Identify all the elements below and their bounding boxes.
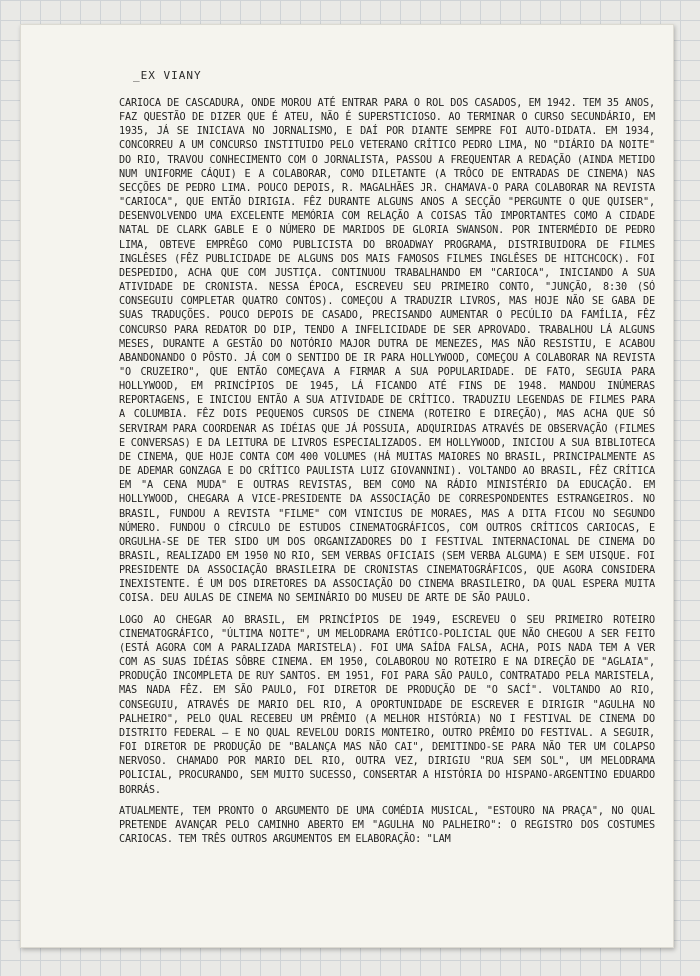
typed-body [119, 97, 655, 854]
page-heading: _EX VIANY [133, 69, 202, 82]
typed-page [20, 24, 674, 948]
paragraph-films: LOGO AO CHEGAR AO BRASIL, EM PRINCÍPIOS DE 1949, ESCREVEU O SEU PRIMEIRO ROTEIRO CINEMATOGRÁFICO, "ÚLTIMA NOITE", UM MELODRAMA ERÓTICO-POLICIAL QUE NÃO CHEGOU A SER FEITO (ESTÁ AGORA COM A PARALIZADA MARISTELA). FOI UMA SAÍDA FALSA, ACHA, POIS NADA TEM A VER COM AS SUAS IDÉIAS SÔBRE CINEMA. EM 1950, COLABOROU NO ROTEIRO E NA DIREÇÃO DE "AGLAIA", PRODUÇÃO INCOMPLETA DE RUY SANTOS. EM 1951, FOI PARA SÃO PAULO, CONTRATADO PELA MARISTELA, MAS NADA FÊZ. EM SÃO PAULO, FOI DIRETOR DE PRODUÇÃO DE "O SACÍ". VOLTANDO AO RIO, CONSEGUIU, ATRAVÉS DE MARIO DEL RIO, A OPORTUNIDADE DE ESCREVER E DIRIGIR "AGULHA NO PALHEIRO", PELO QUAL RECEBEU UM PRÊMIO (A MELHOR HISTÓRIA) NO I FESTIVAL DE CINEMA DO DISTRITO FEDERAL — E NO QUAL REVELOU DORIS MONTEIRO, OUTRO PRÊMIO DO FESTIVAL. A SEGUIR, FOI DIRETOR DE PRODUÇÃO DE "BALANÇA MAS NÃO CAI", DEMITINDO-SE PARA NÃO TER UM COLAPSO NERVOSO. CHAMADO POR MARIO DEL RIO, OUTRA VEZ, DIRIGIU "RUA SEM SOL", UM MELODRAMA POLICIAL, PROCURANDO, SEM MUITO SUCESSO, CONSERTAR A HISTÓRIA DO HISPANO-ARGENTINO EDUARDO BORRÁS. [119, 614, 655, 796]
paragraph-current: ATUALMENTE, TEM PRONTO O ARGUMENTO DE UMA COMÉDIA MUSICAL, "ESTOURO NA PRAÇA", NO QUAL PRETENDE AVANÇAR PELO CAMINHO ABERTO EM "AGULHA NO PALHEIRO": O REGISTRO DOS COSTUMES CARIOCAS. TEM TRÊS OUTROS ARGUMENTOS EM ELABORAÇÃO: "LAM [119, 805, 655, 845]
paragraph-biography: CARIOCA DE CASCADURA, ONDE MOROU ATÉ ENTRAR PARA O ROL DOS CASADOS, EM 1942. TEM 35 ANOS, FAZ QUESTÃO DE DIZER QUE É ATEU, NÃO É SUPERSTICIOSO. AO TERMINAR O CURSO SECUNDÁRIO, EM 1935, JÁ SE INICIAVA NO JORNALISMO, E DAÍ POR DIANTE SEMPRE FOI AUTO-DIDATA. EM 1934, CONCORREU A UM CONCURSO INSTITUIDO PELO VETERANO CRÍTICO PEDRO LIMA, NO "DIÁRIO DA NOITE" DO RIO, TRAVOU CONHECIMENTO COM O JORNALISTA, PASSOU A FREQUENTAR A REDAÇÃO (AINDA METIDO NUM UNIFORME CÁQUI) E A COLABORAR, COMO DILETANTE (A TRÔCO DE ENTRADAS DE CINEMA) NAS SECÇÕES DE PEDRO LIMA. POUCO DEPOIS, R. MAGALHÃES JR. CHAMAVA-O PARA COLABORAR NA REVISTA "CARIOCA", QUE ENTÃO DIRIGIA. FÊZ DURANTE ALGUNS ANOS A SECÇÃO "PERGUNTE O QUE QUISER", DESENVOLVENDO UMA EXCELENTE MEMÓRIA COM RELAÇÃO A COISAS TÃO IMPORTANTES COMO A CIDADE NATAL DE CLARK GABLE E O NÚMERO DE MARIDOS DE GLORIA SWANSON. POR INTERMÉDIO DE PEDRO LIMA, OBTEVE EMPRÊGO COMO PUBLICISTA DO BROADWAY PROGRAMA, DISTRIBUIDORA DE FILMES INGLÊSES (FÊZ PUBLICIDADE DE ALGUNS DOS MAIS FAMOSOS FILMES INGLÊSES DE HITCHCOCK). FOI DESPEDIDO, ACHA QUE COM JUSTIÇA. CONTINUOU TRABALHANDO EM "CARIOCA", INICIANDO A SUA ATIVIDADE DE CRONISTA. NESSA ÉPOCA, ESCREVEU SEU PRIMEIRO CONTO, "JUNÇÃO, 8:30 (SÓ CONSEGUIU COMPLETAR QUATRO CONTOS). COMEÇOU A TRADUZIR LIVROS, MAS HOJE NÃO SE GABA DE SUAS TRADUÇÕES. POUCO DEPOIS DE CASADO, PRECISANDO AUMENTAR O PECÚLIO DA FAMÍLIA, FÊZ CONCURSO PARA REDATOR DO DIP, TENDO A INFELICIDADE DE SER APROVADO. TRABALHOU LÁ ALGUNS MESES, DURANTE A GESTÃO DO NOTÓRIO MAJOR DUTRA DE MENEZES, MAS NÃO RESISTIU, E ACABOU ABANDONANDO O PÔSTO. JÁ COM O SENTIDO DE IR PARA HOLLYWOOD, COMEÇOU A COLABORAR NA REVISTA "O CRUZEIRO", QUE ENTÃO COMEÇAVA A FIRMAR A SUA POPULARIDADE. DE FATO, SEGUIA PARA HOLLYWOOD, EM PRINCÍPIOS DE 1945, LÁ FICANDO ATÉ FINS DE 1948. MANDOU INÚMERAS REPORTAGENS, E INICIOU ENTÃO A SUA ATIVIDADE DE CRÍTICO. TRADUZIU LEGENDAS DE FILMES PARA A COLUMBIA. FÊZ DOIS PEQUENOS CURSOS DE CINEMA (ROTEIRO E DIREÇÃO), MAS ACHA QUE SÓ SERVIRAM PARA COORDENAR AS IDÉIAS QUE JÁ POSSUIA, ADQUIRIDAS ATRAVÉS DE OBSERVAÇÃO (FILMES E CONVERSAS) E DA LEITURA DE LIVROS ESPECIALIZADOS. EM HOLLYWOOD, INICIOU A SUA BIBLIOTECA DE CINEMA, QUE HOJE CONTA COM 400 VOLUMES (HÁ MUITAS MAIORES NO BRASIL, PRINCIPALMENTE AS DE ADEMAR GONZAGA E DO CRÍTICO PAULISTA LUIZ GIOVANNINI). VOLTANDO AO BRASIL, FÊZ CRÍTICA EM "A CENA MUDA" E OUTRAS REVISTAS, BEM COMO NA RÁDIO MINISTÉRIO DA EDUCAÇÃO. EM HOLLYWOOD, CHEGARA A VICE-PRESIDENTE DA ASSOCIAÇÃO DE CORRESPONDENTES ESTRANGEIROS. NO BRASIL, FUNDOU A REVISTA "FILME" COM VINICIUS DE MORAES, MAS A DITA FICOU NO SEGUNDO NÚMERO. FUNDOU O CÍRCULO DE ESTUDOS CINEMATOGRÁFICOS, COM OUTROS CRÍTICOS CARIOCAS, E ORGULHA-SE DE TER SIDO UM DOS ORGANIZADORES DO I FESTIVAL INTERNACIONAL DE CINEMA DO BRASIL, REALIZADO EM 1950 NO RIO, SEM VERBAS OFICIAIS (SEM VERBA ALGUMA) E SEM UISQUE. FOI PRESIDENTE DA ASSOCIAÇÃO BRASILEIRA DE CRONISTAS CINEMATOGRÁFICOS, QUE AGORA CONSIDERA INEXISTENTE. É UM DOS DIRETORES DA ASSOCIAÇÃO DO CINEMA BRASILEIRO, DA QUAL ESPERA MUITA COISA. DEU AULAS DE CINEMA NO SEMINÁRIO DO MUSEU DE ARTE DE SÃO PAULO. [119, 98, 655, 605]
